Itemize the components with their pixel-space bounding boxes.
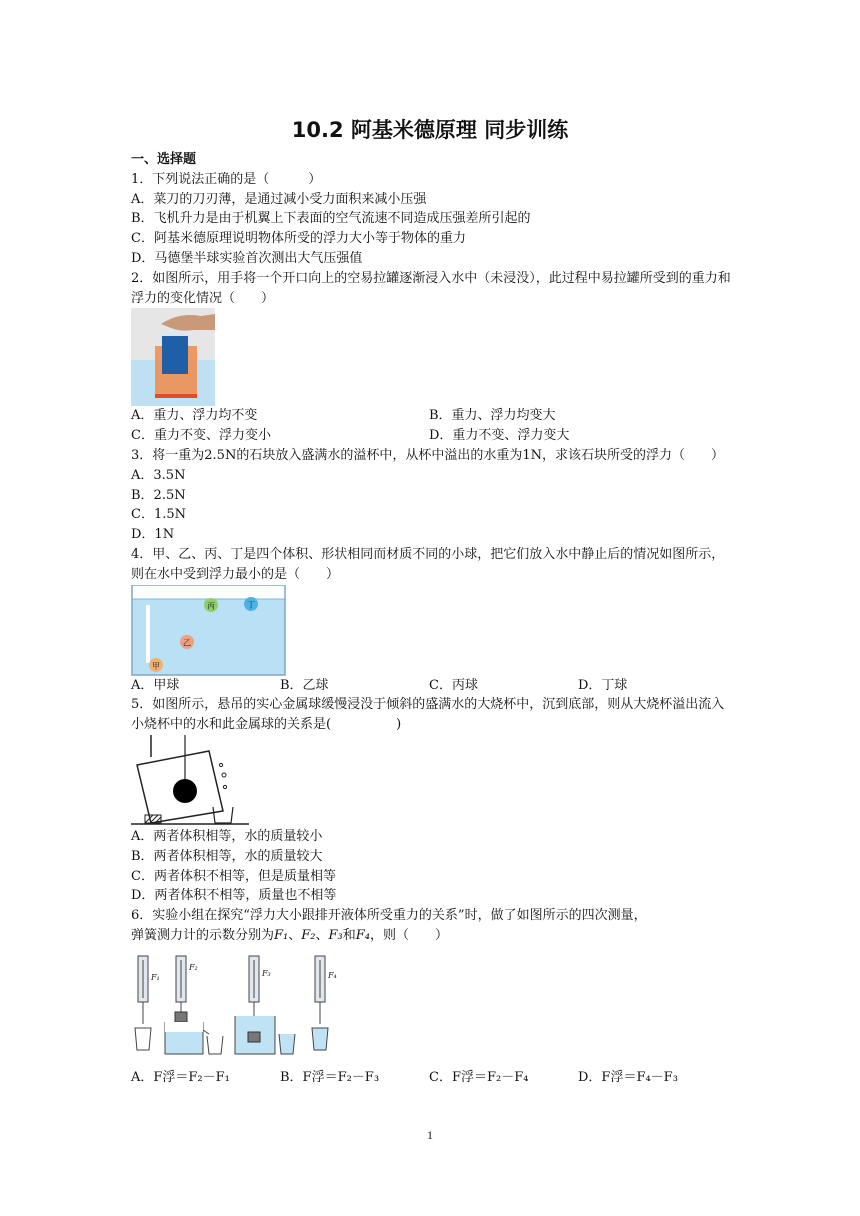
q6-stem-line1: 6．实验小组在探究“浮力大小跟排开液体所受重力的关系”时，做了如图所示的四次测量， (131, 908, 647, 924)
scale-label-f3: F₃ (262, 968, 271, 978)
ball-label-bing: 丙 (207, 601, 215, 611)
force-f1: F₁ (274, 927, 289, 943)
q3-option-c: C．1.5N (131, 507, 186, 523)
q1-stem: 1．下列说法正确的是（ ） (131, 171, 322, 187)
q1-option-d: D．马德堡半球实验首次测出大气压强值 (131, 250, 363, 266)
q6-option-b: B．F浮＝F₂－F₃ (280, 1069, 380, 1085)
q6-option-d: D．F浮＝F₄－F₃ (578, 1069, 678, 1085)
q5-option-c: C．两者体积不相等，但是质量相等 (131, 868, 336, 884)
scale-label-f2: F₂ (189, 962, 198, 972)
ball-label-yi: 乙 (183, 638, 191, 648)
q2-option-b: B．重力、浮力均变大 (429, 408, 556, 424)
page-number: 1 (427, 1128, 433, 1142)
q2-option-a: A．重力、浮力均不变 (131, 408, 258, 424)
force-f2: F₂ (301, 927, 316, 943)
separator: 、 (315, 927, 329, 943)
q6-stem-line2 (131, 926, 731, 946)
q3-option-b: B．2.5N (131, 487, 186, 503)
q6-option-c: C．F浮＝F₂－F₄ (429, 1069, 529, 1085)
q6-stem-tail: ，则（ ） (370, 927, 449, 943)
four-balls-figure (131, 585, 286, 676)
scale-label-f4: F₄ (328, 970, 337, 980)
q6-stem-text: 弹簧测力计的示数分别为 (131, 927, 275, 943)
q5-stem: 5．如图所示，悬吊的实心金属球缓慢浸没于倾斜的盛满水的大烧杯中，沉到底部，则从大烧杯溢出流入小烧杯中的水和此金属球的关系是( ) (131, 697, 725, 733)
ball-label-jia: 甲 (152, 661, 160, 671)
q2-option-d: D．重力不变、浮力变大 (429, 428, 570, 444)
q1-option-a: A．菜刀的刀刃薄，是通过减小受力面积来减小压强 (131, 191, 427, 207)
q4-stem: 4．甲、乙、丙、丁是四个体积、形状相同而材质不同的小球，把它们放入水中静止后的情况如图所示，则在水中受到浮力最小的是（ ） (131, 546, 725, 582)
q3-option-d: D．1N (131, 527, 175, 543)
section-heading: 一、选择题 (131, 152, 197, 167)
q4-option-d: D．丁球 (578, 677, 628, 693)
force-f3: F₃ (328, 927, 343, 943)
q3-option-a: A．3.5N (131, 467, 186, 483)
document-body (131, 150, 731, 1088)
q3-stem: 3．将一重为2.5N的石块放入盛满水的溢杯中，从杯中溢出的水重为1N，求该石块所受的浮力（ ） (131, 447, 724, 463)
q2-option-c: C．重力不变、浮力变小 (131, 428, 271, 444)
spring-scale-figure (131, 954, 341, 1064)
q4-option-b: B．乙球 (280, 677, 329, 693)
ball-label-ding: 丁 (247, 600, 255, 610)
q6-option-a: A．F浮＝F₂－F₁ (131, 1069, 230, 1085)
scale-label-f1: F₁ (151, 972, 160, 982)
tilted-beaker-figure (131, 735, 249, 827)
q2-stem: 2．如图所示，用手将一个开口向上的空易拉罐逐渐浸入水中（未浸没），此过程中易拉罐所受到的重力和浮力的变化情况（ ） (131, 270, 731, 306)
force-f4: F₄ (355, 927, 370, 943)
separator: 、 (288, 927, 302, 943)
separator: 和 (342, 927, 356, 943)
q5-option-d: D．两者体积不相等，质量也不相等 (131, 888, 337, 904)
q4-option-c: C．丙球 (429, 677, 478, 693)
q5-option-b: B．两者体积相等，水的质量较大 (131, 848, 323, 864)
can-in-water-figure (131, 308, 215, 406)
q5-option-a: A．两者体积相等，水的质量较小 (131, 828, 323, 844)
q1-option-c: C．阿基米德原理说明物体所受的浮力大小等于物体的重力 (131, 231, 466, 247)
q1-option-b: B．飞机升力是由于机翼上下表面的空气流速不同造成压强差所引起的 (131, 211, 531, 227)
q4-option-a: A．甲球 (131, 677, 180, 693)
page-title: 10.2 阿基米德原理 同步训练 (291, 118, 569, 142)
